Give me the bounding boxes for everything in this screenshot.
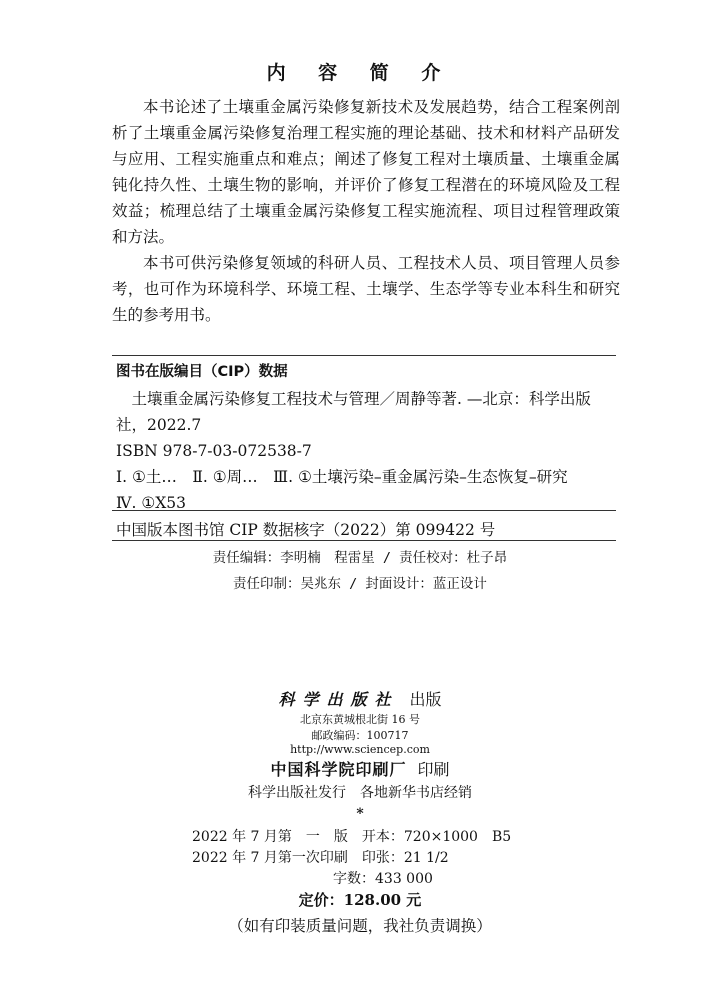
publisher-suffix: 出版 bbox=[409, 690, 442, 709]
publisher-postcode: 邮政编码：100717 bbox=[311, 729, 409, 742]
distribution-line: 科学出版社发行 各地新华书店经销 bbox=[248, 785, 472, 801]
cip-isbn: ISBN 978-7-03-072538-7 bbox=[116, 442, 312, 460]
quality-note: （如有印装质量问题，我社负责调换） bbox=[228, 917, 492, 935]
editors-line-2: 责任印制：吴兆东 / 封面设计：蓝正设计 bbox=[233, 576, 487, 592]
cip-bottom-rule bbox=[112, 540, 616, 541]
intro-paragraph-1: 本书论述了土壤重金属污染修复新技术及发展趋势，结合工程案例剖析了土壤重金属污染修复治理工程实施的理论基础、技术和材料产品研发与应用、工程实施重点和难点；阐述了修复工程对土壤质量、土壤重金属钝化持久性、土壤生物的影响，并评价了修复工程潜在的环境风险及工程效益；梳理总结了土壤重金属污染修复工程实施流程、项目过程管理政策和方法。 bbox=[112, 98, 620, 246]
publisher-address: 北京东黄城根北街 16 号 bbox=[300, 713, 420, 726]
publisher-url: http://www.sciencep.com bbox=[290, 743, 430, 756]
intro-title: 内 容 简 介 bbox=[266, 62, 454, 84]
price: 定价：128.00 元 bbox=[298, 891, 422, 909]
print-run-line: 2022 年 7 月第一次印刷 印张：21 1/2 bbox=[192, 850, 449, 866]
cip-top-rule bbox=[112, 355, 616, 356]
cip-classification-1: Ⅰ. ①土… Ⅱ. ①周… Ⅲ. ①土壤污染–重金属污染–生态恢复–研究 bbox=[116, 468, 568, 486]
publisher-logo: 科学出版社 bbox=[278, 690, 399, 709]
editors-line-1: 责任编辑：李明楠 程雷星 / 责任校对：杜子昂 bbox=[212, 550, 508, 566]
intro-paragraph-2: 本书可供污染修复领域的科研人员、工程技术人员、项目管理人员参考，也可作为环境科学、环境工程、土壤学、生态学等专业本科生和研究生的参考用书。 bbox=[112, 254, 620, 324]
cip-title-line: 土壤重金属污染修复工程技术与管理／周静等著. —北京：科学出版社，2022.7 bbox=[116, 390, 591, 434]
intro-body bbox=[112, 94, 620, 328]
cip-heading: 图书在版编目（CIP）数据 bbox=[116, 364, 288, 380]
printer-suffix: 印刷 bbox=[417, 760, 450, 779]
cip-record bbox=[116, 386, 614, 516]
word-count: 字数：433 000 bbox=[333, 871, 433, 887]
cip-classification-2: Ⅳ. ①X53 bbox=[116, 494, 186, 512]
cip-middle-rule bbox=[112, 510, 616, 511]
printer-logo: 中国科学院印刷厂 bbox=[270, 760, 407, 779]
publisher-line bbox=[0, 687, 720, 710]
cip-number: 中国版本图书馆 CIP 数据核字（2022）第 099422 号 bbox=[116, 521, 496, 539]
separator-star: * bbox=[356, 806, 364, 822]
edition-line: 2022 年 7 月第 一 版 开本：720×1000 B5 bbox=[192, 829, 512, 845]
printer-line bbox=[0, 757, 720, 780]
